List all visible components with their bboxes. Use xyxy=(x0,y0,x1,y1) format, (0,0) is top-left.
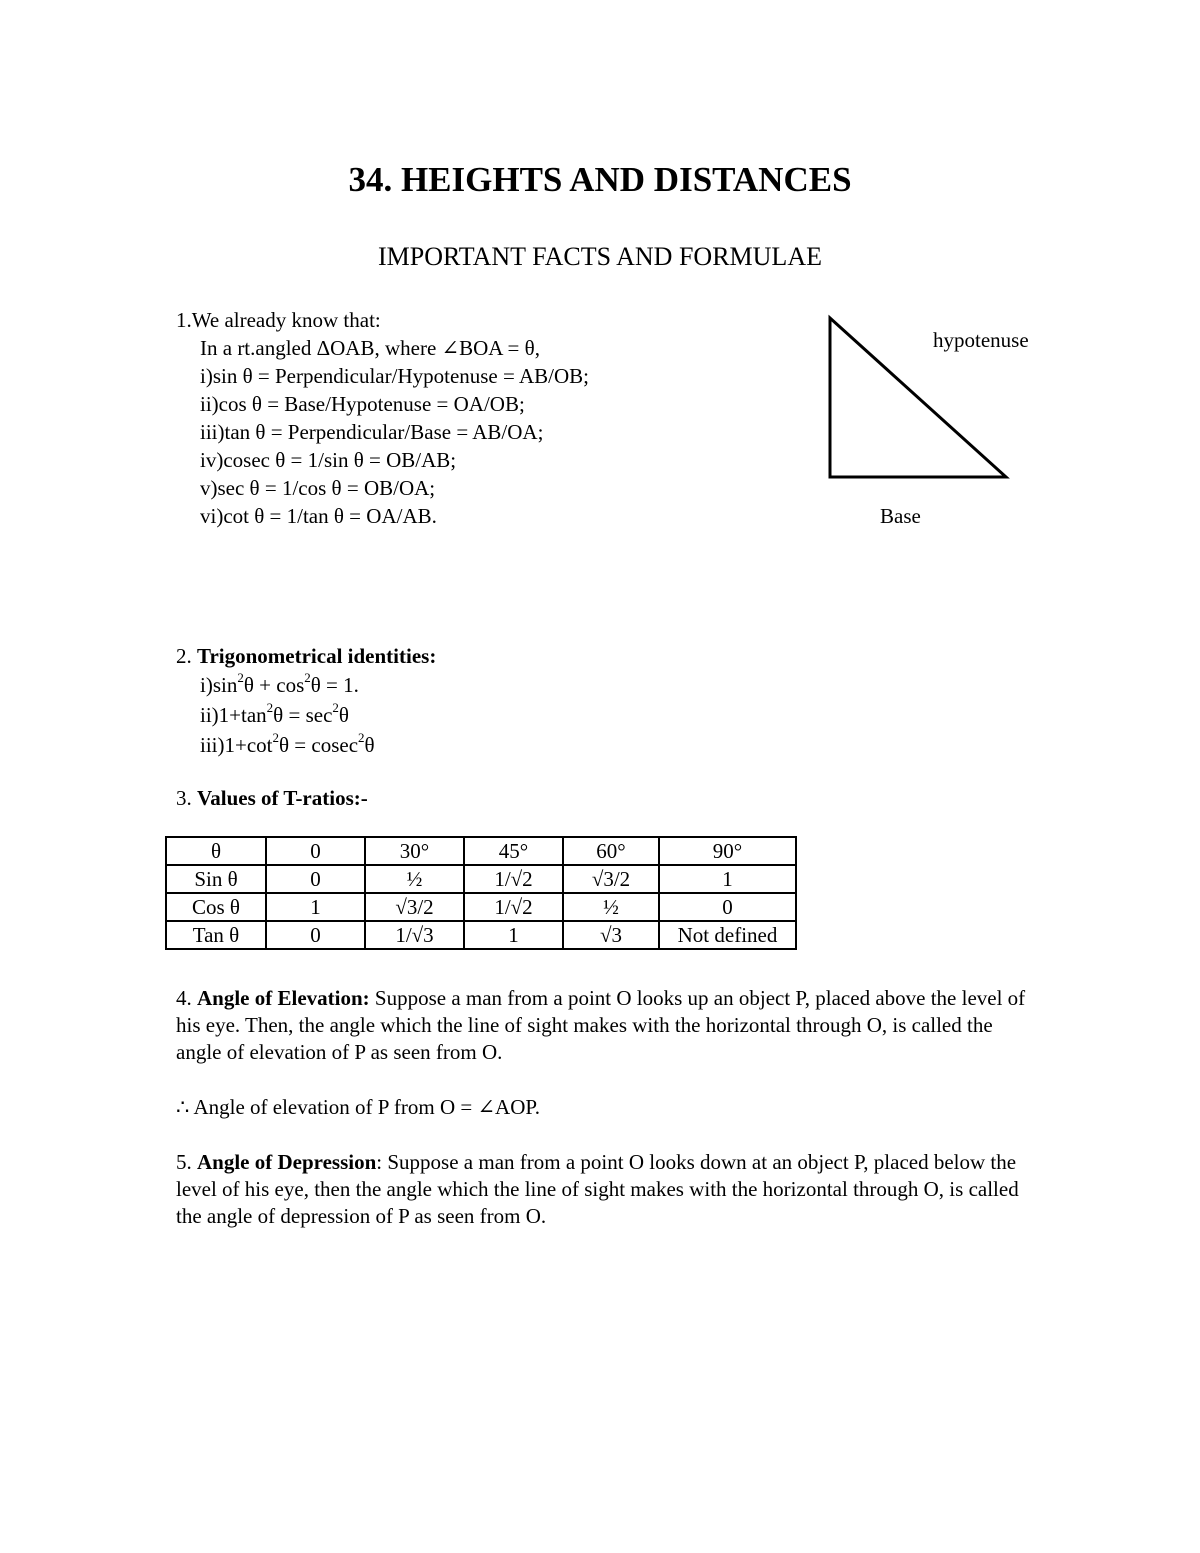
table-row xyxy=(166,893,796,921)
ratio-line: vi)cot θ = 1/tan θ = OA/AB. xyxy=(200,504,437,528)
table-cell: 0 xyxy=(659,893,796,921)
table-cell: √3/2 xyxy=(365,893,464,921)
section-title: Trigonometrical identities: xyxy=(197,644,437,668)
section-number: 5. xyxy=(176,1150,192,1174)
section-lead: 1.We already know that: xyxy=(176,308,381,332)
table-cell: √3 xyxy=(563,921,659,949)
table-cell: ½ xyxy=(365,865,464,893)
right-triangle-diagram xyxy=(800,300,1080,540)
table-row xyxy=(166,865,796,893)
table-cell: Tan θ xyxy=(166,921,266,949)
table-header-cell: θ xyxy=(166,837,266,865)
table-cell: 1 xyxy=(659,865,796,893)
ratio-line: In a rt.angled ΔOAB, where ∠BOA = θ, xyxy=(200,336,540,360)
table-cell: 0 xyxy=(266,865,365,893)
ratio-line: i)sin θ = Perpendicular/Hypotenuse = AB/OB; xyxy=(200,364,589,388)
section-title: Angle of Depression xyxy=(197,1150,377,1174)
ratio-line: iii)tan θ = Perpendicular/Base = AB/OA; xyxy=(200,420,544,444)
base-label: Base xyxy=(880,504,921,528)
identity-line: $iii)1+\cot^2\theta = cosec^2\theta$ xyxy=(200,730,375,757)
section-heading xyxy=(176,642,436,670)
ratio-line: iv)cosec θ = 1/sin θ = OB/AB; xyxy=(200,448,457,472)
table-cell: Sin θ xyxy=(166,865,266,893)
table-cell: Not defined xyxy=(659,921,796,949)
section-t-ratios-heading xyxy=(176,784,368,812)
table-row xyxy=(166,921,796,949)
table-cell: 1 xyxy=(266,893,365,921)
identity-line: $ii)1+\tan^2\theta = \sec^2\theta$ xyxy=(200,700,349,727)
section-title: Angle of Elevation: xyxy=(197,986,370,1010)
table-cell: 1/√2 xyxy=(464,893,563,921)
table-cell: √3/2 xyxy=(563,865,659,893)
table-cell: 1/√2 xyxy=(464,865,563,893)
elevation-formula: ∴ Angle of elevation of P from O = ∠AOP. xyxy=(176,1095,540,1119)
ratio-line: v)sec θ = 1/cos θ = OB/OA; xyxy=(200,476,436,500)
table-cell: Cos θ xyxy=(166,893,266,921)
section-identities xyxy=(176,642,436,760)
identity-line: $i)\sin^2\theta + \cos^2\theta = 1$. xyxy=(200,670,359,697)
table-header-row xyxy=(166,837,796,865)
table-header-cell: 0 xyxy=(266,837,365,865)
section-number: 2. xyxy=(176,644,192,668)
section-text: Suppose a man from a point O looks down at an object P, placed below the level of his eye, then the angle which the line of sight makes with the horizontal through O, is called the angle of depression of P as seen from O. xyxy=(176,1150,1019,1228)
section-angle-of-depression xyxy=(176,1149,1036,1230)
table-cell: ½ xyxy=(563,893,659,921)
section-number: 3. xyxy=(176,786,192,810)
section-text: Suppose a man from a point O looks up an object P, placed above the level of his eye. Then, the angle which the line of sight makes with the horizontal through O, is called the angle of elevation of P as seen from O. xyxy=(176,986,1026,1064)
hypotenuse-label: hypotenuse xyxy=(933,328,1029,352)
table-header-cell: 90° xyxy=(659,837,796,865)
table-cell: 1 xyxy=(464,921,563,949)
section-basic-ratios xyxy=(176,306,589,530)
page-subtitle: IMPORTANT FACTS AND FORMULAE xyxy=(378,242,822,271)
table-cell: 1/√3 xyxy=(365,921,464,949)
table-header-cell: 45° xyxy=(464,837,563,865)
table-header-cell: 60° xyxy=(563,837,659,865)
heading-colon: : xyxy=(376,1150,383,1174)
section-number: 4. xyxy=(176,986,192,1010)
t-ratio-table xyxy=(165,836,797,950)
section-angle-of-elevation xyxy=(176,985,1036,1066)
ratio-line: ii)cos θ = Base/Hypotenuse = OA/OB; xyxy=(200,392,525,416)
page-title: 34. HEIGHTS AND DISTANCES xyxy=(348,160,852,199)
table-header-cell: 30° xyxy=(365,837,464,865)
section-title: Values of T-ratios:- xyxy=(197,786,368,810)
table-cell: 0 xyxy=(266,921,365,949)
